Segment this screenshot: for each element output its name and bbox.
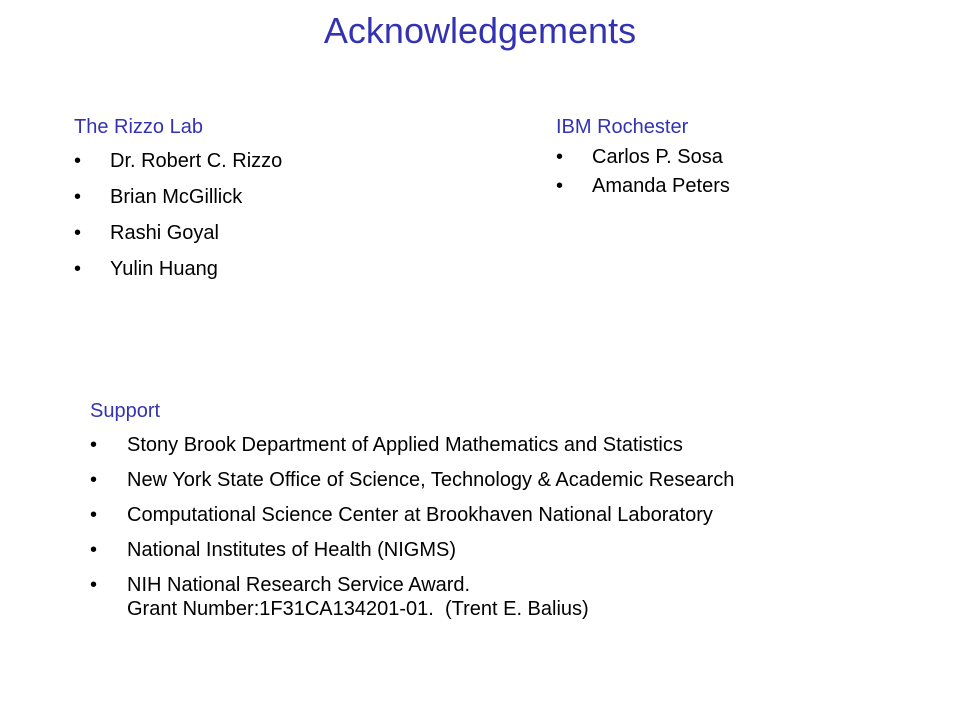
bullet-icon: •	[90, 574, 98, 596]
bullet-icon: •	[90, 434, 98, 456]
bullet-icon: •	[90, 469, 98, 491]
list-item	[556, 174, 936, 203]
support-item: New York State Office of Science, Technology & Academic Research	[127, 469, 735, 491]
rizzo-lab-section	[74, 116, 454, 293]
support-list	[90, 433, 950, 621]
list-item	[90, 538, 950, 573]
list-item	[90, 573, 950, 621]
member-name: Amanda Peters	[592, 175, 730, 197]
member-name: Carlos P. Sosa	[592, 146, 723, 168]
bullet-icon: •	[556, 175, 564, 197]
bullet-icon: •	[74, 258, 82, 280]
support-item-continuation: Grant Number:1F31CA134201-01. (Trent E. Balius)	[127, 598, 589, 620]
list-item	[90, 468, 950, 503]
ibm-heading: IBM Rochester	[556, 116, 689, 138]
member-name: Brian McGillick	[110, 186, 243, 208]
list-item	[90, 503, 950, 538]
rizzo-lab-heading: The Rizzo Lab	[74, 116, 203, 138]
bullet-icon: •	[90, 504, 98, 526]
support-heading: Support	[90, 400, 161, 422]
bullet-icon: •	[74, 222, 82, 244]
support-item: Stony Brook Department of Applied Mathematics and Statistics	[127, 434, 683, 456]
list-item	[74, 221, 454, 257]
support-item: NIH National Research Service Award.	[127, 574, 471, 596]
list-item	[556, 145, 936, 174]
bullet-icon: •	[74, 186, 82, 208]
list-item	[74, 149, 454, 185]
support-item: Computational Science Center at Brookhaven National Laboratory	[127, 504, 713, 526]
list-item	[74, 257, 454, 293]
bullet-icon: •	[556, 146, 564, 168]
support-item: National Institutes of Health (NIGMS)	[127, 539, 457, 561]
ibm-list	[556, 145, 936, 203]
ibm-section	[556, 116, 936, 203]
bullet-icon: •	[74, 150, 82, 172]
member-name: Dr. Robert C. Rizzo	[110, 150, 283, 172]
member-name: Rashi Goyal	[110, 222, 219, 244]
bullet-icon: •	[90, 539, 98, 561]
list-item	[74, 185, 454, 221]
page-title: Acknowledgements	[323, 10, 637, 51]
support-section	[90, 400, 950, 621]
rizzo-lab-list	[74, 149, 454, 293]
list-item	[90, 433, 950, 468]
member-name: Yulin Huang	[110, 258, 218, 280]
